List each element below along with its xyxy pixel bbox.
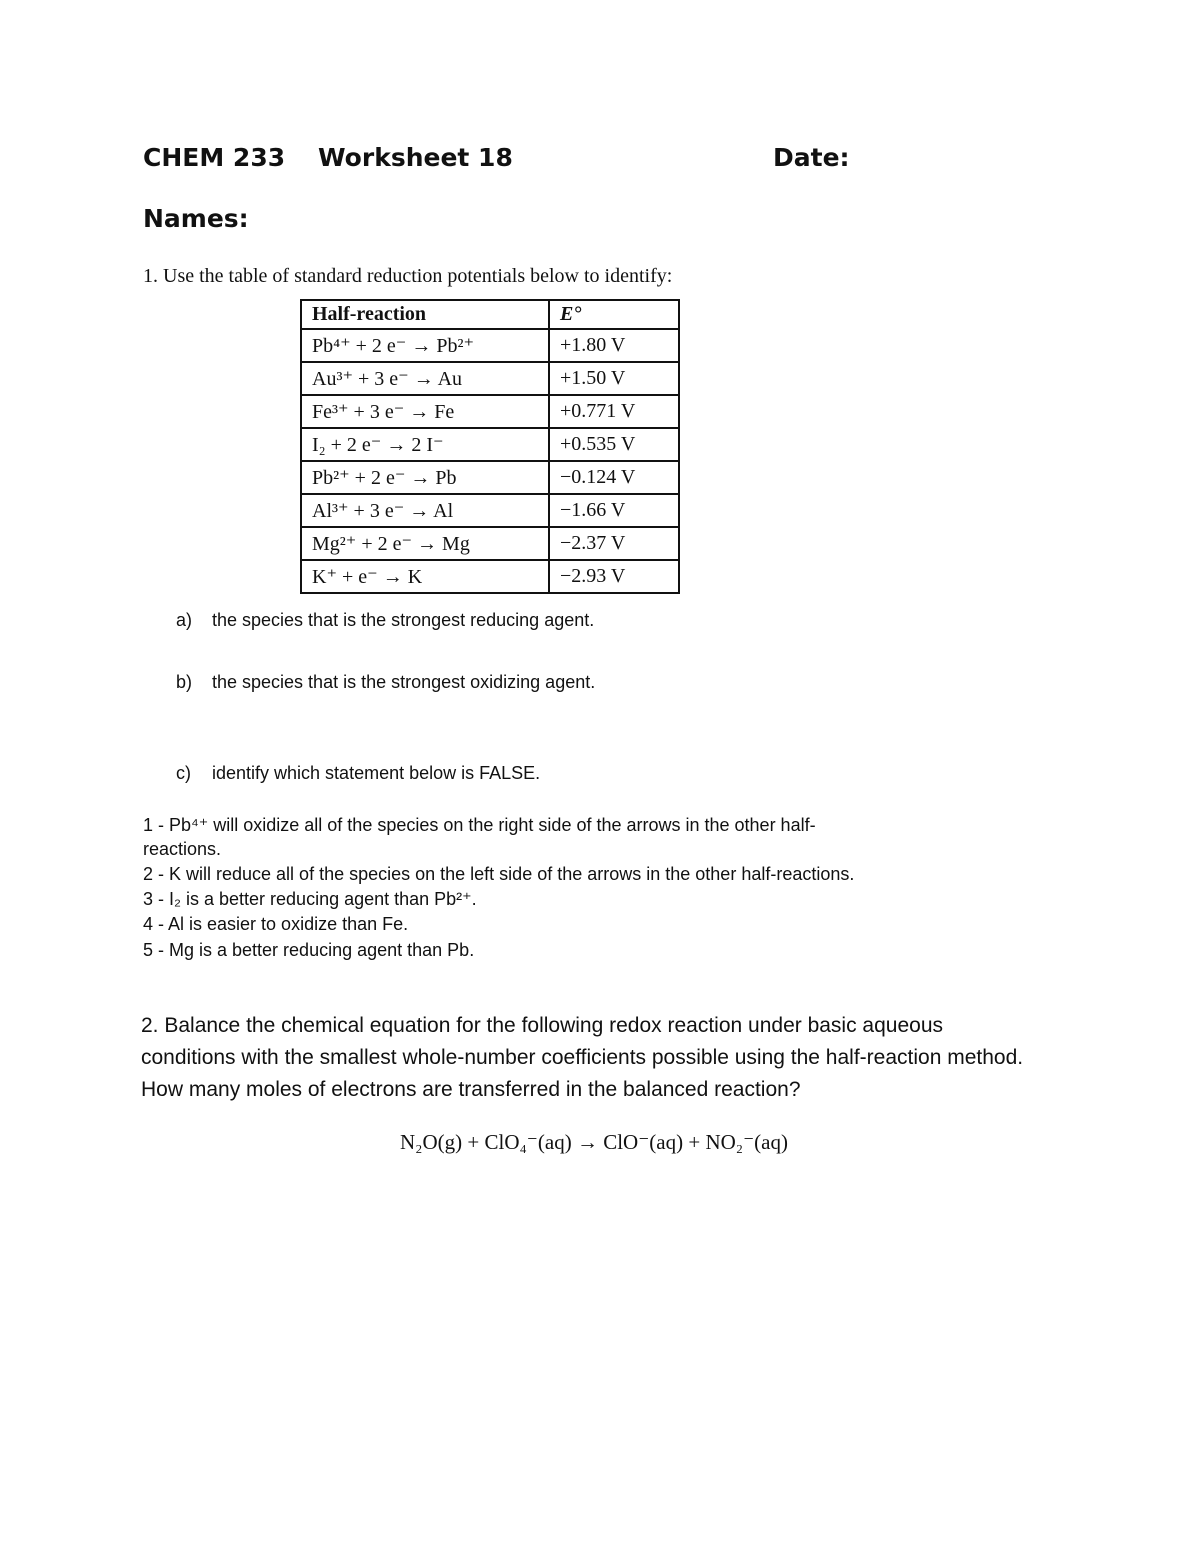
worksheet-title: Worksheet 18 xyxy=(318,143,513,172)
potential-cell: +0.771 V xyxy=(549,395,679,428)
potential-cell: +1.80 V xyxy=(549,329,679,362)
statement-1: 1 - Pb⁴⁺ will oxidize all of the species on the right side of the arrows in the other half- xyxy=(143,815,816,835)
statement-5: 5 - Mg is a better reducing agent than Pb. xyxy=(143,940,475,960)
part-letter: a) xyxy=(176,610,193,630)
table-row xyxy=(301,428,679,461)
date-label: Date: xyxy=(773,143,850,172)
reduction-potential-table xyxy=(300,299,680,594)
potential-cell: −2.93 V xyxy=(549,560,679,593)
reaction-cell: Pb²⁺ + 2 e⁻ → Pb xyxy=(301,461,549,494)
q2-line-1: 2. Balance the chemical equation for the following redox reaction under basic aqueous xyxy=(141,1014,944,1037)
q2-line-3: How many moles of electrons are transferred in the balanced reaction? xyxy=(141,1078,801,1101)
potential-cell: +0.535 V xyxy=(549,428,679,461)
part-text: the species that is the strongest reducing agent. xyxy=(212,610,595,630)
table-row xyxy=(301,494,679,527)
table-row xyxy=(301,362,679,395)
potential-cell: −0.124 V xyxy=(549,461,679,494)
potential-cell: +1.50 V xyxy=(549,362,679,395)
potential-cell: −1.66 V xyxy=(549,494,679,527)
q2-line-2: conditions with the smallest whole-number coefficients possible using the half-reaction method. xyxy=(141,1046,1024,1069)
reaction-cell: Mg²⁺ + 2 e⁻ → Mg xyxy=(301,527,549,560)
statement-3: 3 - I₂ is a better reducing agent than Pb²⁺. xyxy=(143,889,477,909)
statement-2: 2 - K will reduce all of the species on the left side of the arrows in the other half-reactions. xyxy=(143,864,855,884)
header-half-reaction: Half-reaction xyxy=(301,300,549,329)
reaction-cell: Pb⁴⁺ + 2 e⁻ → Pb²⁺ xyxy=(301,329,549,362)
table-row xyxy=(301,560,679,593)
reaction-cell: I₂ + 2 e⁻ → 2 I⁻ xyxy=(301,428,549,461)
table-row xyxy=(301,461,679,494)
reaction-cell: K⁺ + e⁻ → K xyxy=(301,560,549,593)
course-code: CHEM 233 xyxy=(143,143,286,172)
part-a xyxy=(176,610,594,631)
statement-4: 4 - Al is easier to oxidize than Fe. xyxy=(143,914,409,934)
names-label: Names: xyxy=(143,204,249,233)
part-letter: b) xyxy=(176,672,193,692)
part-text: identify which statement below is FALSE. xyxy=(212,763,541,783)
part-b xyxy=(176,672,595,693)
statement-1-cont: reactions. xyxy=(143,839,222,859)
part-c xyxy=(176,763,540,784)
reaction-cell: Fe³⁺ + 3 e⁻ → Fe xyxy=(301,395,549,428)
part-text: the species that is the strongest oxidizing agent. xyxy=(212,672,596,692)
q1-prompt: 1. Use the table of standard reduction potentials below to identify: xyxy=(143,265,673,287)
table-row xyxy=(301,329,679,362)
header-potential: E° xyxy=(549,300,679,329)
table-header-row xyxy=(301,300,679,329)
table-row xyxy=(301,527,679,560)
reaction-cell: Al³⁺ + 3 e⁻ → Al xyxy=(301,494,549,527)
reaction-cell: Au³⁺ + 3 e⁻ → Au xyxy=(301,362,549,395)
redox-equation: N₂O(g) + ClO₄⁻(aq) → ClO⁻(aq) + NO₂⁻(aq) xyxy=(400,1130,788,1154)
potential-cell: −2.37 V xyxy=(549,527,679,560)
part-letter: c) xyxy=(176,763,191,783)
table-row xyxy=(301,395,679,428)
